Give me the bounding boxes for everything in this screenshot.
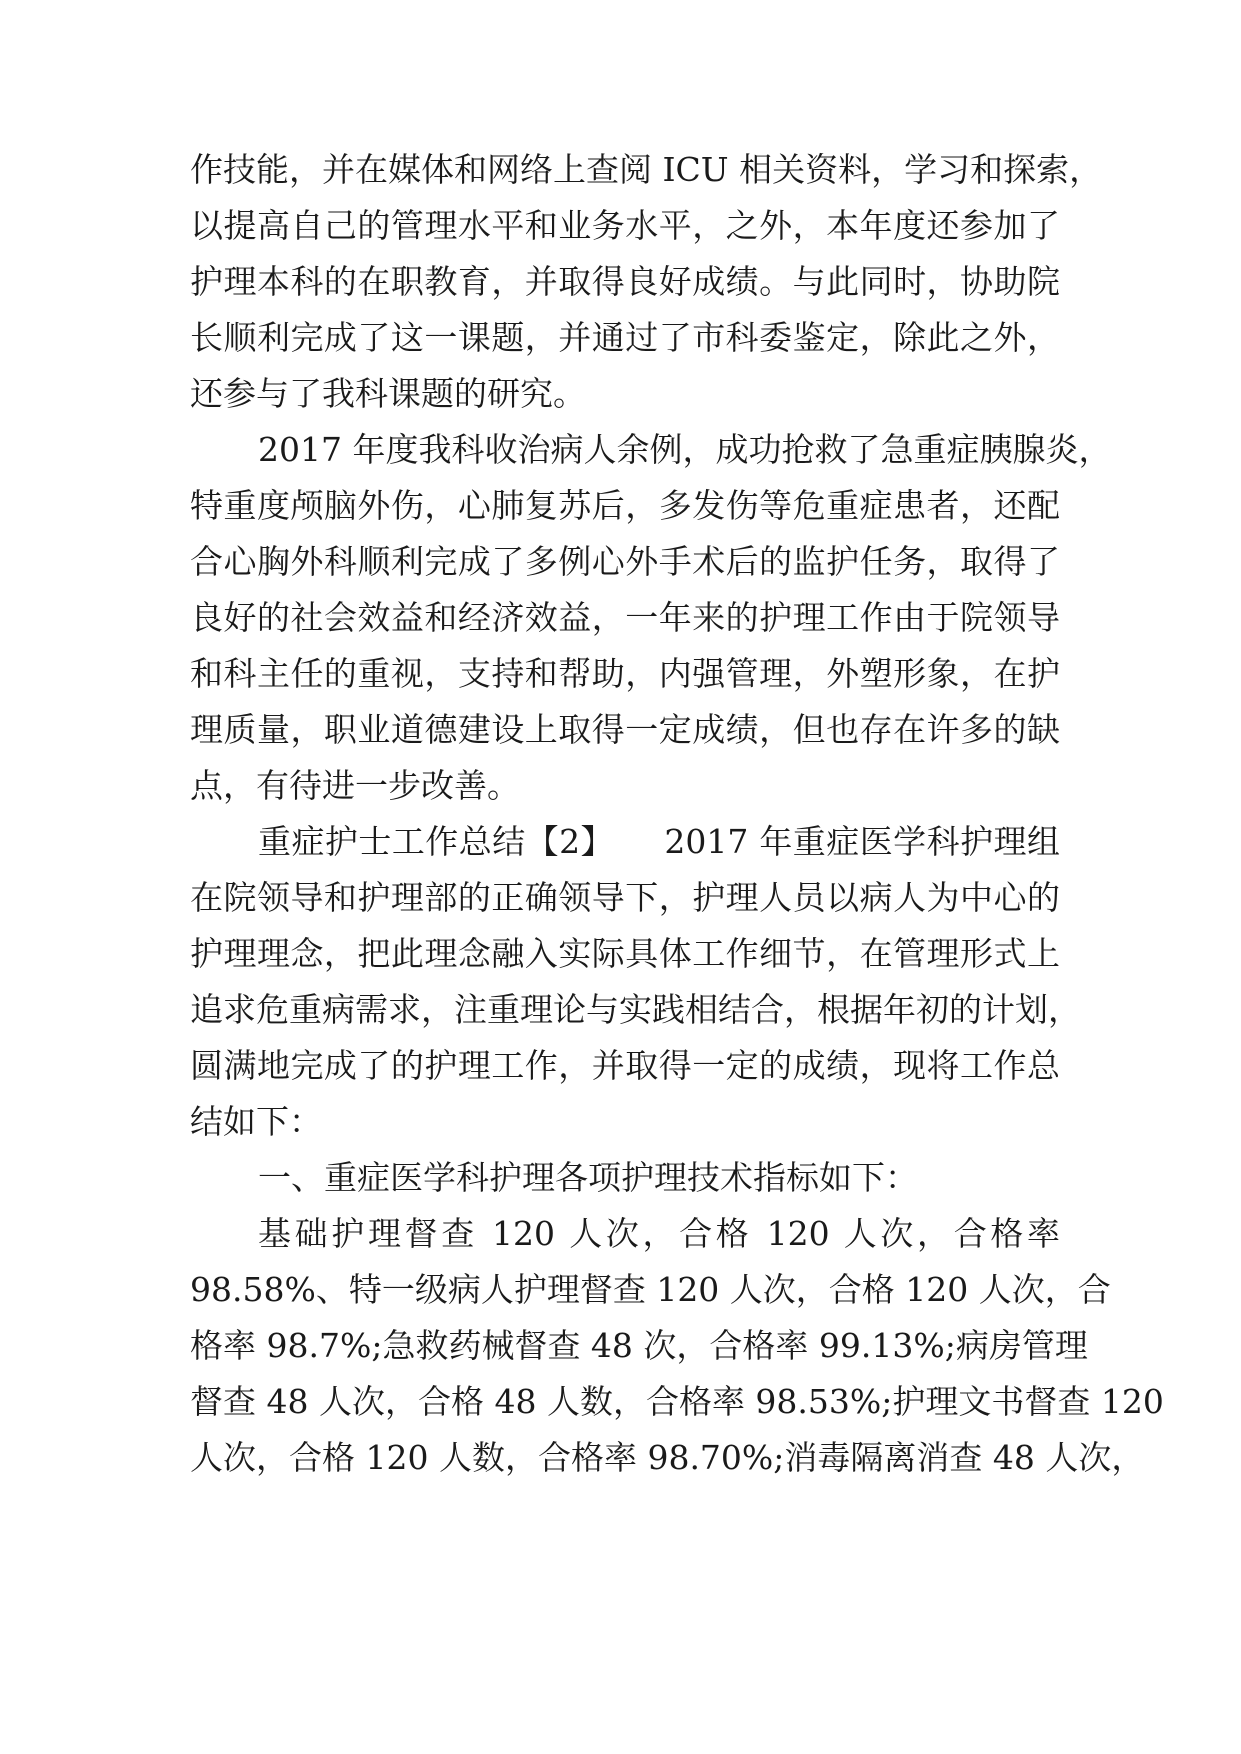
paragraph-start-line: 基础护理督查 120 人次，合格 120 人次，合格率 [258,1214,1060,1253]
text-line: 在院领导和护理部的正确领导下，护理人员以病人为中心的 [190,878,1060,917]
text-line: 督查 48 人次，合格 48 人数，合格率 98.53%;护理文书督查 120 [190,1382,1164,1421]
text-line: 作技能，并在媒体和网络上查阅 ICU 相关资料，学习和探索， [190,150,1103,189]
text-line: 合心胸外科顺利完成了多例心外手术后的监护任务，取得了 [190,542,1060,581]
text-line: 和科主任的重视，支持和帮助，内强管理，外塑形象，在护 [190,654,1060,693]
paragraph-start-line: 2017 年度我科收治病人余例，成功抢救了急重症胰腺炎， [258,430,1112,469]
text-line: 格率 98.7%;急救药械督查 48 次，合格率 99.13%;病房管理 [190,1326,1088,1365]
text-line: 护理本科的在职教育，并取得良好成绩。与此同时，协助院 [190,262,1060,301]
text-line: 点，有待进一步改善。 [190,766,520,805]
text-line: 护理理念，把此理念融入实际具体工作细节，在管理形式上 [190,934,1060,973]
text-line: 以提高自己的管理水平和业务水平，之外，本年度还参加了 [190,206,1060,245]
text-line: 特重度颅脑外伤，心肺复苏后，多发伤等危重症患者，还配 [190,486,1060,525]
text-line: 还参与了我科课题的研究。 [190,374,586,413]
text-line: 98.58%、特一级病人护理督查 120 人次，合格 120 人次，合 [190,1270,1111,1309]
section-heading-line: 重症护士工作总结【2】 2017 年重症医学科护理组 [258,822,1060,861]
text-line: 结如下： [190,1102,322,1141]
text-line: 理质量，职业道德建设上取得一定成绩，但也存在许多的缺 [190,710,1060,749]
text-line: 圆满地完成了的护理工作，并取得一定的成绩，现将工作总 [190,1046,1060,1085]
text-line: 人次，合格 120 人数，合格率 98.70%;消毒隔离消查 48 人次， [190,1438,1145,1477]
list-heading-line: 一、重症医学科护理各项护理技术指标如下： [258,1158,918,1197]
text-line: 追求危重病需求，注重理论与实践相结合，根据年初的计划， [190,990,1081,1029]
text-line: 长顺利完成了这一课题，并通过了市科委鉴定，除此之外， [190,318,1060,357]
text-line: 良好的社会效益和经济效益，一年来的护理工作由于院领导 [190,598,1060,637]
